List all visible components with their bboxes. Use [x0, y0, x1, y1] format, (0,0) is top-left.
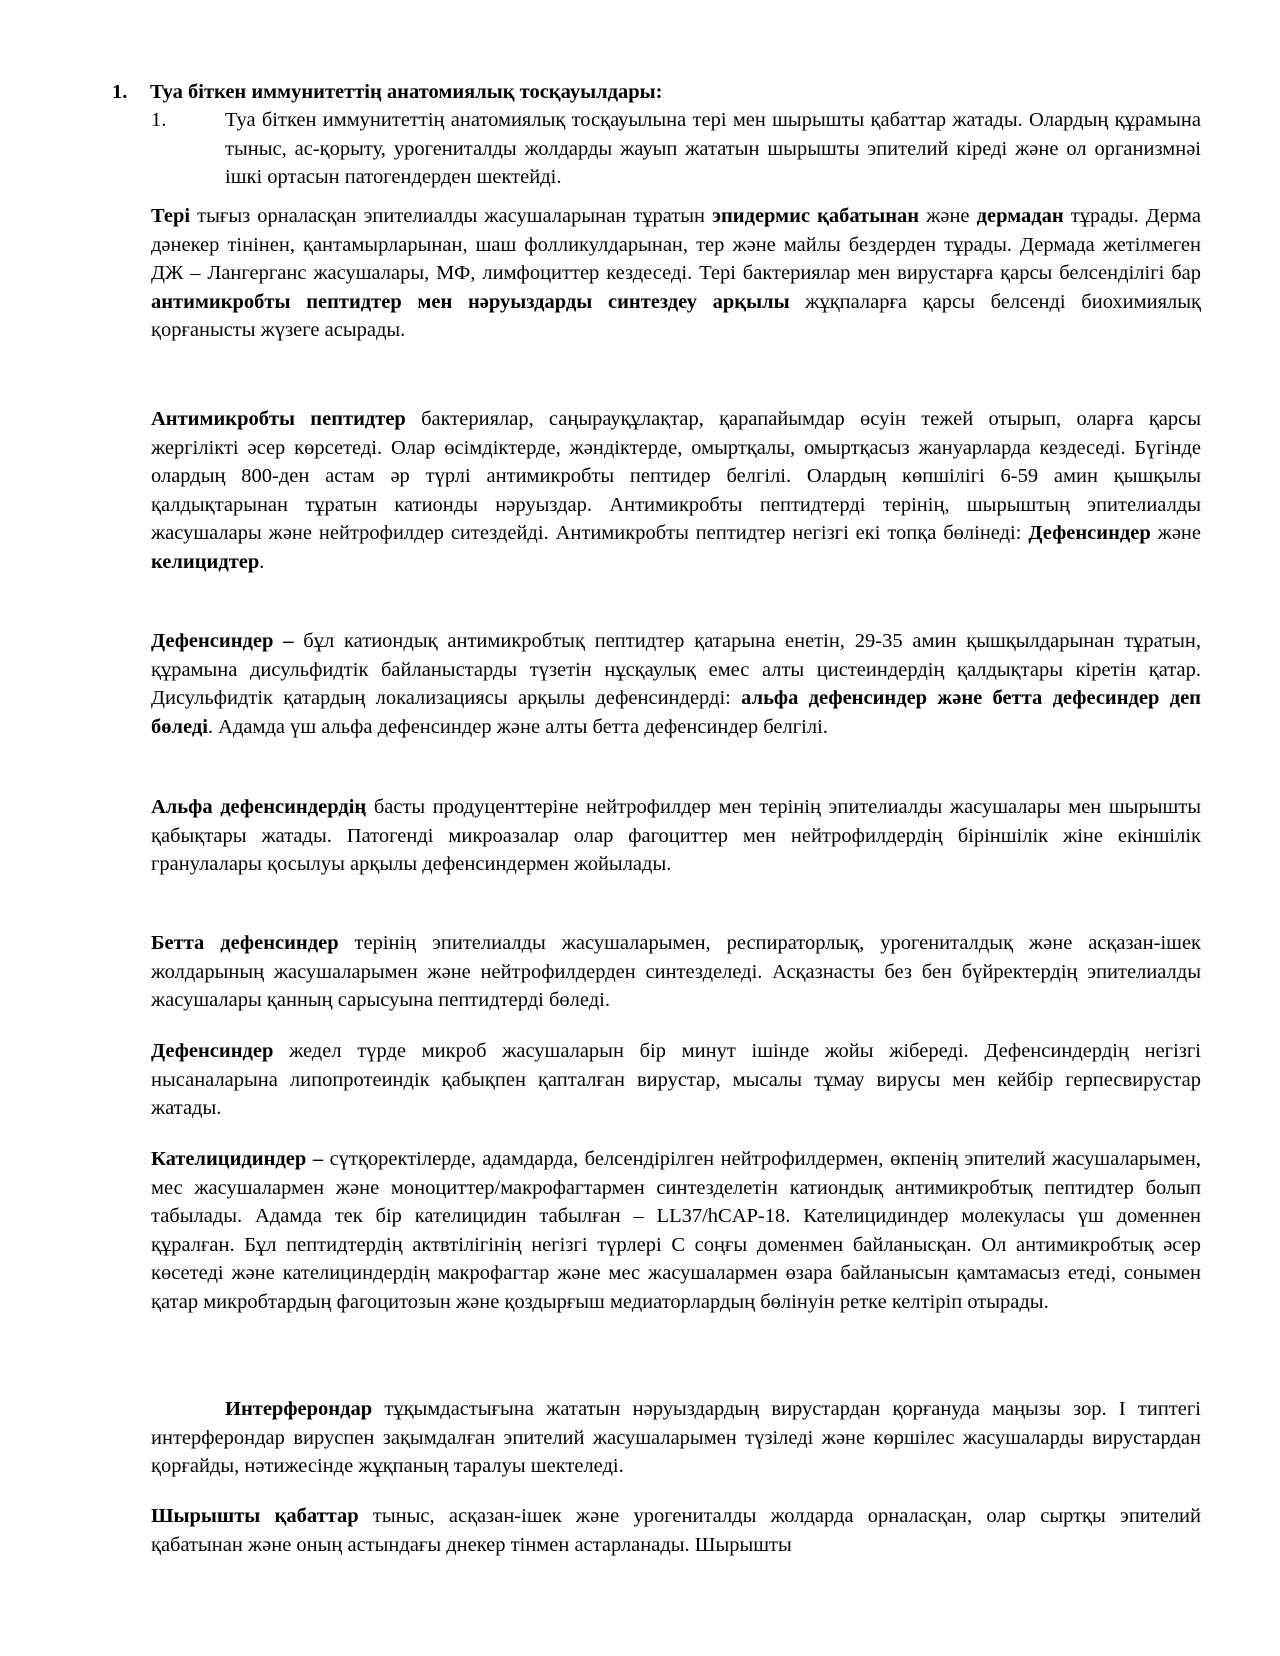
heading-number: 1. — [112, 81, 128, 103]
paragraph-skin: Тері тығыз орналасқан эпителиалды жасушаларынан тұратын эпидермис қабатынан және дермадан тұрады. Дерма дәнекер тінінен, қантамырларынан, шаш фолликулдарынан, тер және майлы бездерден тұрады. Дермада жетілмеген ДЖ – Лангерганс жасушалары, МФ, лимфоциттер кездеседі. Тері бактериялар мен вирустарға қарсы белсенділігі бар антимикробты пептидтер мен нәруыздарды синтездеу арқылы жұқпаларға қарсы белсенді биохимиялық қорғанысты жүзеге асырады. — [151, 205, 1201, 341]
paragraph-alpha-defensins: Альфа дефенсиндердің басты продуценттеріне нейтрофилдер мен терінің эпителиалды жасушалары мен шырышты қабықтары жатады. Патогенді микроазалар олар фагоциттер мен нейтрофилдердің біріншілік жіне екіншілік гранулалары қосылуы арқылы дефенсиндермен жойылады. — [151, 796, 1201, 875]
paragraph-defensins-action: Дефенсиндер жедел түрде микроб жасушаларын бір минут ішінде жойы жібереді. Дефенсиндердің негізгі нысаналарына липопротеиндік қабықпен қапталған вирустар, мысалы тұмау вирусы мен кейбір герпесвирустар жатады. — [151, 1040, 1201, 1119]
paragraph-antimicrobial-peptides: Антимикробты пептидтер бактериялар, саңырауқұлақтар, қарапайымдар өсуін тежей отырып, оларға қарсы жергілікті әсер көрсетеді. Олар өсімдіктерде, жәндіктерде, омыртқалы, омыртқасыз жануарларда кездеседі. Бүгінде олардың 800-ден астам әр түрлі антимикробты пептидер белгілі. Олардың көпшілігі 6-59 амин қышқылы қалдықтарынан тұратын катионды нәруыздар. Антимикробты пептидтерді терінің, шырыштың эпителиалды жасушалары және нейтрофилдер ситездейді. Антимикробты пептидтер негізгі екі топқа бөлінеді: Дефенсиндер және келицидтер. — [151, 408, 1202, 573]
paragraph-defensins: Дефенсиндер – бұл катиондық антимикробтық пептидтер қатарына енетін, 29-35 амин қышқылдарынан тұратын, құрамына дисульфидтік байланыстарды түзетін нұсқаулық емес алты цистеиндердің қалдықтары кіретін қатар. Дисульфидтік қатардың локализациясы арқылы дефенсиндерді: альфа дефенсиндер және бетта дефесиндер деп бөледі. Адамда үш альфа дефенсиндер және алты бетта дефенсиндер белгілі. — [151, 630, 1201, 738]
term-defensins-action: Дефенсиндер — [151, 1040, 274, 1062]
section-heading — [112, 78, 1212, 106]
term-cathelicidins: Кателицидиндер – — [151, 1148, 324, 1170]
list-item-number: 1. — [151, 109, 167, 131]
paragraph-beta-defensins: Бетта дефенсиндер терінің эпителиалды жасушаларымен, респираторлық, урогениталдық және асқазан-ішек жолдарының жасушаларымен және нейтрофилдерден синтезделеді. Асқазнасты без бен бүйректердің эпителиалды жасушалары қанның сарысуына пептидтерді бөледі. — [151, 932, 1201, 1011]
term-defensins: Дефенсиндер – — [151, 630, 294, 652]
paragraph-interferons: Интерферондар тұқымдастығына жататын нәруыздардың вирустардан қорғануда маңызы зор. I типтегі интерферондар вируспен зақымдалған эпителий жасушаларымен түзіледі және көршілес жасушаларды вирустардан қорғайды, нәтижесінде жұқпаның таралуы шектеледі. — [151, 1398, 1201, 1477]
term-antimicrobial-peptides: Антимикробты пептидтер — [151, 408, 406, 430]
paragraph-cathelicidins: Кателицидиндер – сүтқоректілерде, адамдарда, белсендірілген нейтрофилдермен, өкпенің эпителий жасушаларымен, мес жасушалармен және моноциттер/макрофагтармен синтезделетін катиондық антимикробтық пептидтер болып табылады. Адамда тек бір кателицидин табылған – LL37/hCAP-18. Кателицидиндер молекуласы үш доменнен құралған. Бұл пептидтердің актвтілігінің негізгі түрлері С соңғы доменмен байланысқан. Ол антимикробтық әсер көсетеді және кателициндердің макрофагтар және мес жасушалармен өзара байланысын қамтамасыз етеді, сонымен қатар микробтардың фагоцитозын және қоздырғыш медиаторлардың бөлінуін ретке келтіріп отырады. — [151, 1148, 1201, 1313]
heading-title: Туа біткен иммунитеттің анатомиялық тосқауылдары: — [150, 81, 663, 103]
list-item-1 — [151, 106, 1201, 192]
term-alpha-defensins: Альфа дефенсиндердің — [151, 796, 367, 818]
term-beta-defensins: Бетта дефенсиндер — [151, 932, 339, 954]
term-mucosa: Шырышты қабаттар — [151, 1505, 359, 1527]
list-item-text: Туа біткен иммунитеттің анатомиялық тосқауылына тері мен шырышты қабаттар жатады. Олардың құрамына тыныс, ас-қорыту, урогениталды жолдарды жауып жататын шырышты эпителий кіреді және ол организмнәі ішкі ортасын патогендерден шектейді. — [225, 109, 1201, 188]
term-interferons: Интерферондар — [225, 1398, 373, 1420]
term-skin: Тері — [151, 205, 191, 227]
paragraph-mucosa: Шырышты қабаттар тыныс, асқазан-ішек және урогениталды жолдарда орналасқан, олар сыртқы эпителий қабатынан және оның астындағы днекер тінмен астарланады. Шырышты — [151, 1505, 1201, 1556]
